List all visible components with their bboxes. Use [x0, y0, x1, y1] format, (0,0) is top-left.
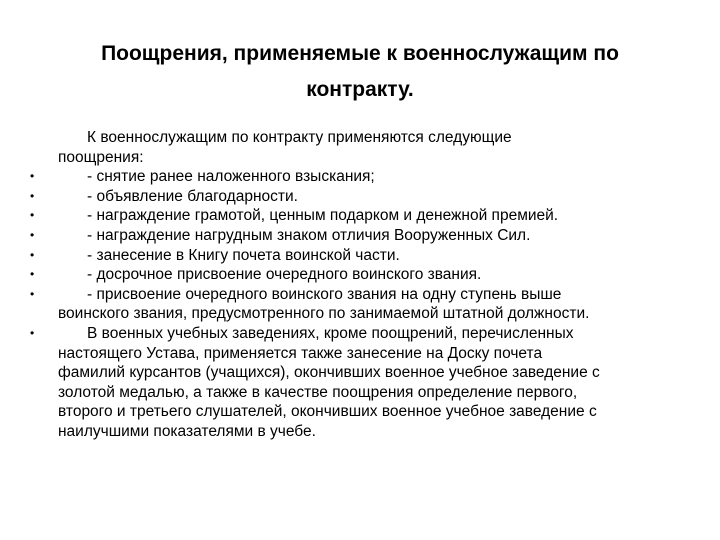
list-item-text: воинского звания, предусмотренного по занимаемой штатной должности. [58, 305, 590, 323]
list-item-text: - досрочное присвоение очередного воинского звания. [87, 266, 482, 284]
list-item [24, 167, 700, 187]
list-item [24, 206, 700, 226]
list-item-text: - награждение грамотой, ценным подарком и денежной премией. [87, 207, 559, 225]
intro-text: поощрения: [58, 148, 144, 166]
title-line: контракту. [306, 78, 414, 101]
list-item-text: золотой медалью, а также в качестве поощрения определение первого, [58, 383, 578, 401]
intro-paragraph [24, 128, 700, 167]
list-item [24, 285, 700, 324]
bullet-icon: • [30, 286, 35, 301]
list-item-text: фамилий курсантов (учащихся), окончивших военное учебное заведение с [58, 364, 600, 382]
list-item-text: - присвоение очередного воинского звания на одну ступень выше [87, 285, 562, 303]
list-item-text: - занесение в Книгу почета воинской части. [87, 246, 400, 264]
bullet-icon: • [30, 208, 35, 223]
bullet-icon: • [30, 325, 35, 340]
list-item-text: - награждение нагрудным знаком отличия Вооруженных Сил. [87, 226, 531, 244]
list-item [24, 246, 700, 266]
bullet-icon: • [30, 247, 35, 262]
list-item-text: - снятие ранее наложенного взыскания; [87, 168, 375, 186]
list-item-text: - объявление благодарности. [87, 187, 298, 205]
title-line: Поощрения, применяемые к военнослужащим по [101, 42, 619, 65]
list-item-text: настоящего Устава, применяется также занесение на Доску почета [58, 344, 543, 362]
list-item-text: наилучшими показателями в учебе. [58, 422, 316, 440]
slide-body [24, 128, 700, 442]
bullet-icon: • [30, 267, 35, 282]
list-item [24, 265, 700, 285]
bullet-icon: • [30, 169, 35, 184]
list-item [24, 226, 700, 246]
bullet-icon: • [30, 188, 35, 203]
intro-text: К военнослужащим по контракту применяются следующие [87, 129, 512, 146]
slide-title [40, 36, 680, 108]
bullet-icon: • [30, 227, 35, 242]
list-item [24, 187, 700, 207]
list-item [24, 324, 700, 442]
list-item-text: второго и третьего слушателей, окончивших военное учебное заведение с [58, 403, 597, 421]
list-item-text: В военных учебных заведениях, кроме поощрений, перечисленных [87, 324, 574, 342]
